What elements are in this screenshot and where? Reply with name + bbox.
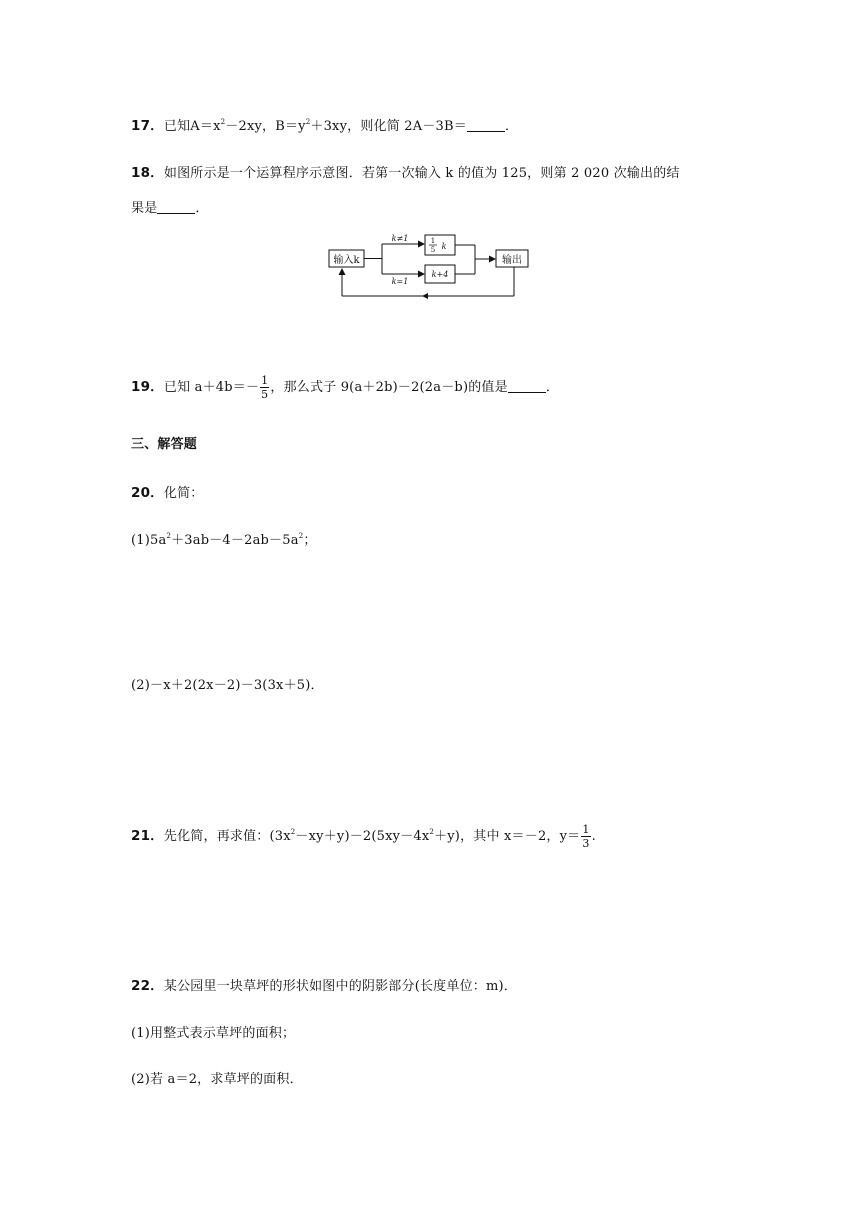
q21-exponent-2: 2 — [429, 828, 435, 836]
question-20 — [131, 481, 204, 501]
q21-exponent-1: 2 — [290, 828, 296, 836]
question-22-part-1: (1)用整式表示草坪的面积； — [131, 1026, 296, 1041]
question-number: 20． — [131, 485, 164, 501]
q19-text-1: 已知 a＋4b＝－ — [163, 380, 260, 395]
output-label: 输出 — [502, 255, 522, 266]
q17-text-4: ． — [504, 119, 519, 134]
q20-part1-exponent-2: 2 — [298, 532, 304, 540]
q18-text-line-2b: ． — [195, 201, 209, 216]
question-18-line-2 — [131, 197, 209, 216]
fraction-numerator: 1 — [430, 237, 436, 245]
question-number: 21． — [131, 828, 164, 844]
answer-blank — [467, 130, 505, 132]
q20-part1-text-3: ； — [303, 533, 317, 548]
question-17 — [131, 114, 518, 134]
section-heading: 三、解答题 — [131, 437, 198, 452]
q17-text-3: ＋3xy，则化简 2A－3B＝ — [310, 119, 467, 134]
operation-bottom-label: k+4 — [431, 270, 449, 279]
q17-exponent-1: 2 — [220, 118, 226, 126]
condition-bottom-label: k=1 — [391, 277, 409, 286]
question-number: 19． — [131, 379, 164, 395]
q22-text: 某公园里一块草坪的形状如图中的阴影部分(长度单位：m)． — [163, 979, 517, 994]
program-flowchart — [320, 228, 540, 304]
question-number: 18． — [131, 165, 164, 181]
q17-exponent-2: 2 — [305, 118, 311, 126]
q18-text-line-2a: 果是 — [131, 201, 158, 216]
question-19 — [131, 374, 559, 401]
question-18-line-1 — [131, 161, 680, 181]
q19-text-3: ． — [545, 380, 560, 395]
fraction-numerator: 1 — [261, 374, 269, 387]
fraction-denominator: 5 — [261, 388, 269, 401]
operation-variable: k — [441, 242, 447, 251]
question-number: 17． — [131, 118, 164, 134]
q17-text-1: 已知A＝x — [163, 119, 221, 134]
q19-text-2: ，那么式子 9(a＋2b)－2(2a－b)的值是 — [270, 380, 508, 395]
q20-part1-exponent-1: 2 — [166, 532, 172, 540]
question-22-part-2: (2)若 a＝2，求草坪的面积． — [131, 1072, 303, 1087]
q20-text: 化简： — [163, 486, 204, 501]
fraction-numerator: 1 — [582, 823, 590, 836]
q20-part1-text-1: (1)5a — [131, 533, 167, 548]
condition-top-label: k≠1 — [391, 234, 409, 243]
question-21 — [131, 823, 596, 850]
question-20-part-2: (2)－x＋2(2x－2)－3(3x＋5)． — [131, 678, 324, 693]
q21-text-2: －xy＋y)－2(5xy－4x — [295, 829, 430, 844]
answer-blank — [157, 212, 195, 214]
input-label: 输入k — [333, 255, 360, 266]
q21-text-4: . — [591, 829, 596, 844]
answer-blank — [508, 391, 546, 393]
fraction — [260, 374, 269, 401]
fraction-denominator: 5 — [430, 246, 436, 254]
question-22 — [131, 974, 517, 994]
q21-text-1: 先化简，再求值：(3x — [163, 829, 291, 844]
q18-text-line-1: 如图所示是一个运算程序示意图．若第一次输入 k 的值为 125，则第 2 020 次输出的结 — [163, 166, 680, 181]
question-20-part-1 — [131, 529, 317, 548]
question-number: 22． — [131, 978, 164, 994]
fraction — [581, 823, 590, 850]
fraction-denominator: 3 — [582, 837, 590, 850]
q20-part1-text-2: ＋3ab－4－2ab－5a — [171, 533, 299, 548]
q17-text-2: －2xy，B＝y — [225, 119, 306, 134]
q21-text-3: ＋y)，其中 x＝－2，y＝ — [434, 829, 581, 844]
